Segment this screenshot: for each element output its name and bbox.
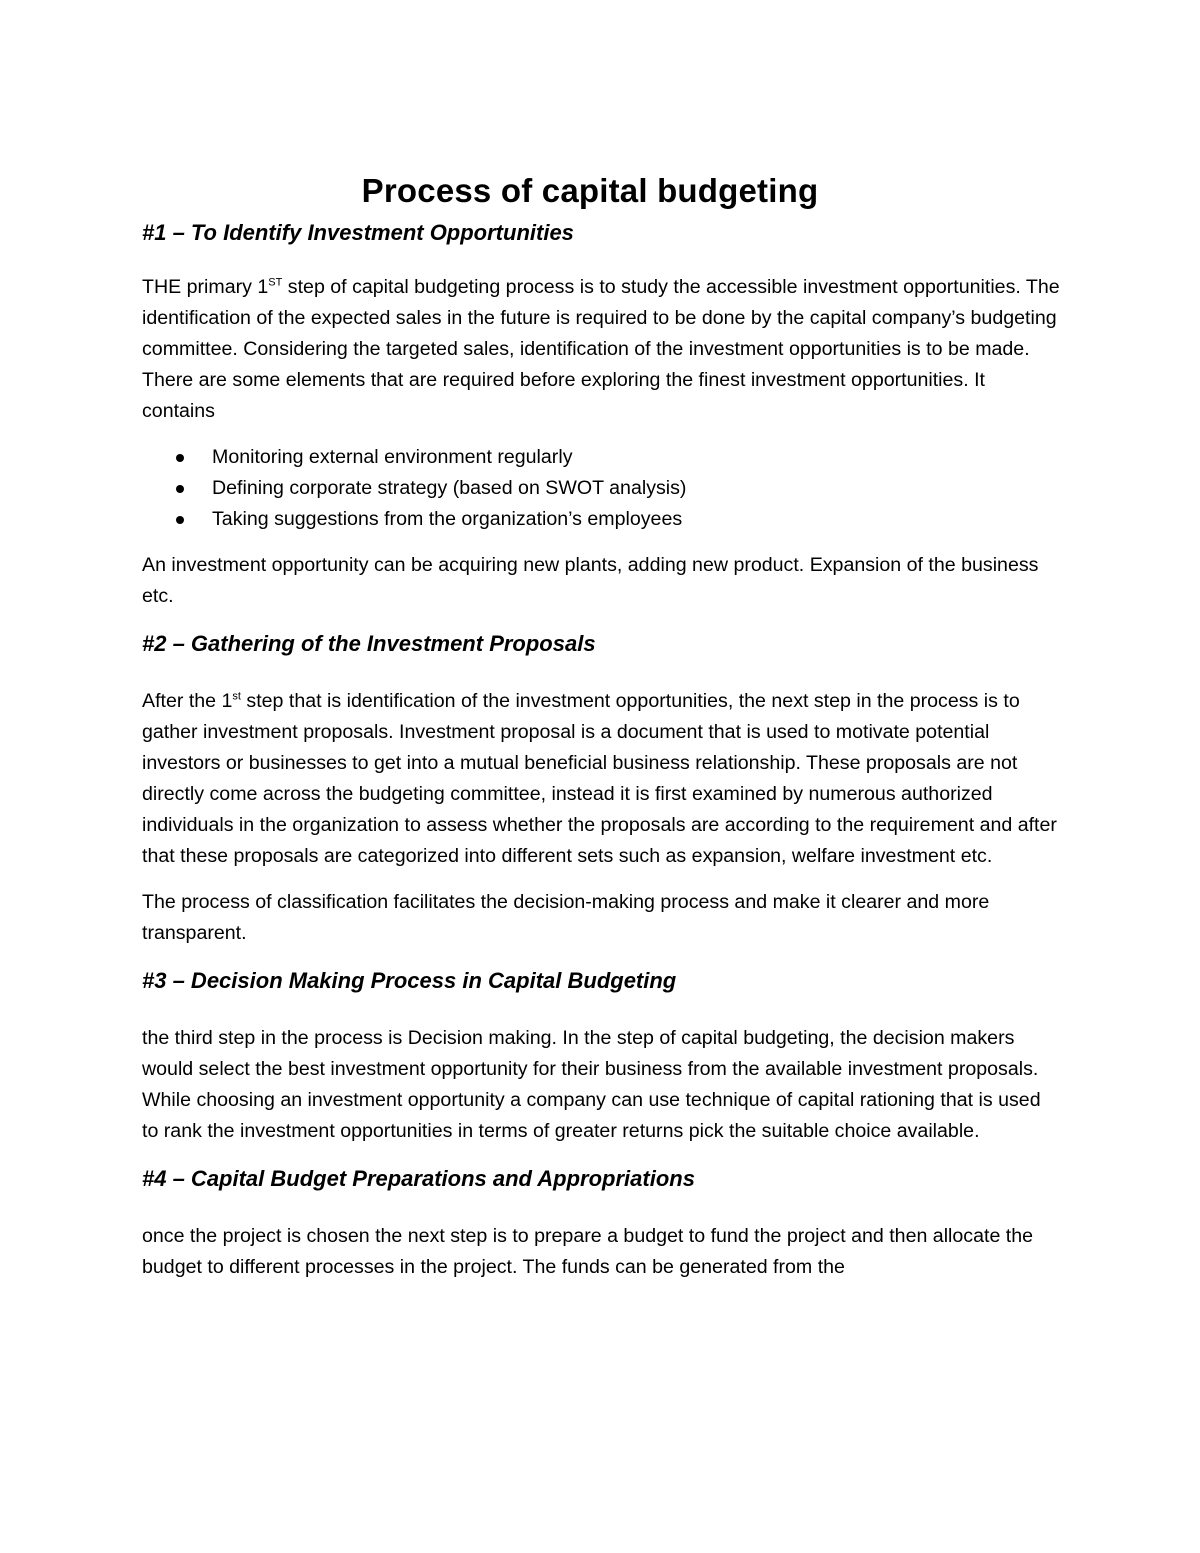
section-1-paragraph-1-rest: step of capital budgeting process is to study the accessible investment opportunities. The identification of the expected sales in the future is required to be done by the capital company’s budgeting committee. Considering the targeted sales, identification of the investment opportunities is to be made. There are some elements that are required before exploring the finest investment opportunities. It contains: [142, 276, 1060, 422]
list-item: [142, 473, 1062, 504]
list-item-text: Monitoring external environment regularly: [212, 446, 573, 468]
section-1-paragraph-2: An investment opportunity can be acquiring new plants, adding new product. Expansion of the business etc.: [142, 554, 1039, 607]
section-2-paragraph-1-start: After the 1: [142, 690, 233, 712]
bullet-icon: [176, 485, 184, 493]
section-3-paragraph-1: the third step in the process is Decision making. In the step of capital budgeting, the decision makers would select the best investment opportunity for their business from the available investment proposals. While choosing an investment opportunity a company can use technique of capital rationing that is used to rank the investment opportunities in terms of greater returns pick the suitable choice available.: [142, 1027, 1041, 1142]
section-2-paragraph-2: The process of classification facilitates the decision-making process and make it clearer and more transparent.: [142, 891, 990, 944]
section-1-heading: #1 – To Identify Investment Opportunities: [142, 220, 574, 245]
list-item: [142, 442, 1062, 473]
section-4-paragraph-1: once the project is chosen the next step is to prepare a budget to fund the project and then allocate the budget to different processes in the project. The funds can be generated from the: [142, 1225, 1034, 1278]
bullet-icon: [176, 516, 184, 524]
document-body: [142, 165, 1062, 1283]
section-1-paragraph-1: [142, 272, 1062, 427]
section-4-heading: #4 – Capital Budget Preparations and Appropriations: [142, 1166, 695, 1191]
list-item-text: Defining corporate strategy (based on SWOT analysis): [212, 477, 687, 499]
section-2-paragraph-1-rest: step that is identification of the investment opportunities, the next step in the process is to gather investment proposals. Investment proposal is a document that is used to motivate potential investors or businesses to get into a mutual beneficial business relationship. These proposals are not directly come across the budgeting committee, instead it is first examined by numerous authorized individuals in the organization to assess whether the proposals are according to the requirement and after that these proposals are categorized into different sets such as expansion, welfare investment etc.: [142, 690, 1057, 867]
superscript-st: st: [232, 690, 241, 703]
section-3-heading: #3 – Decision Making Process in Capital Budgeting: [142, 968, 677, 993]
superscript-st: ST: [268, 276, 283, 289]
section-2-paragraph-1: [142, 686, 1062, 872]
page-title: Process of capital budgeting: [361, 172, 819, 209]
bullet-icon: [176, 454, 184, 462]
list-item-text: Taking suggestions from the organization’s employees: [212, 508, 683, 530]
section-1-paragraph-1-start: THE primary 1: [142, 276, 269, 298]
list-item: [142, 504, 1062, 535]
section-1-bullet-list: [142, 442, 1062, 535]
section-2-heading: #2 – Gathering of the Investment Proposals: [142, 631, 596, 656]
